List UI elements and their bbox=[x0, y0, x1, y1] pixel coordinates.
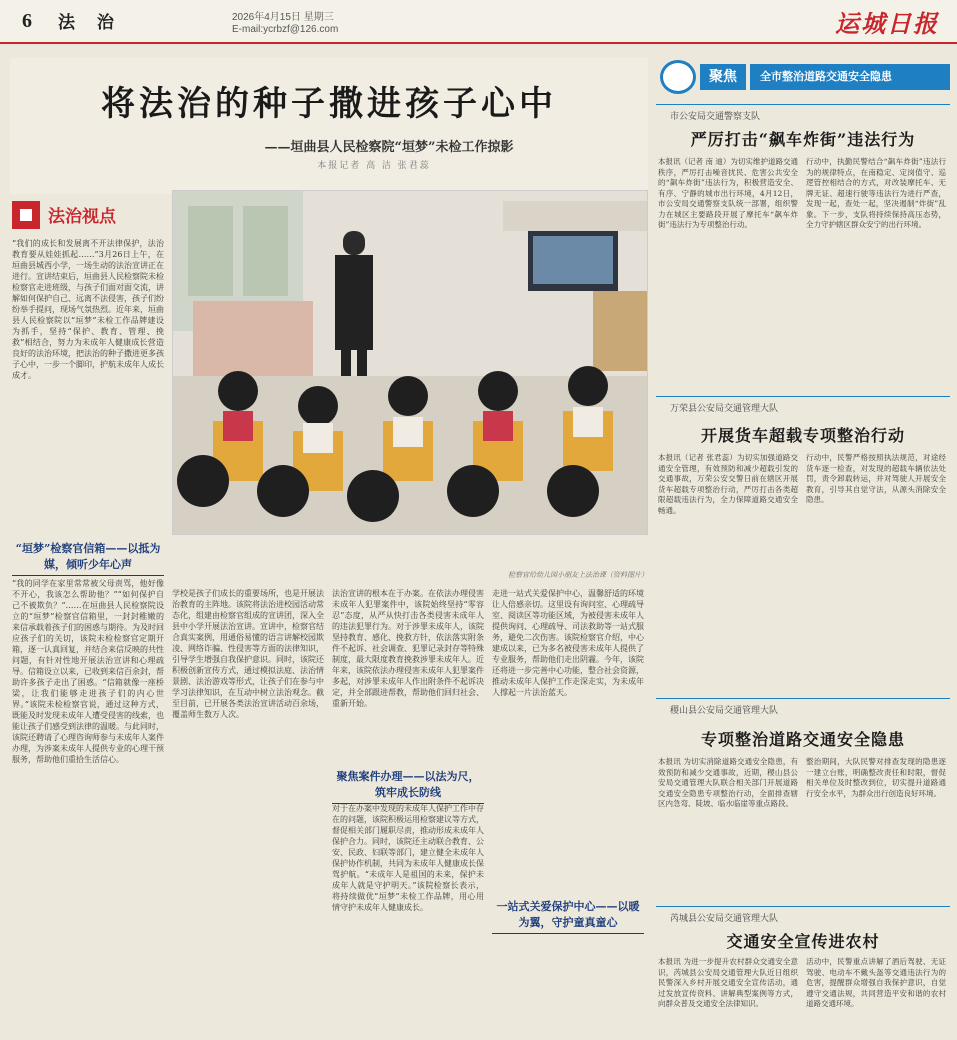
focus-label: 聚焦 bbox=[700, 64, 746, 90]
article-column: 本报讯 为切实消除道路交通安全隐患，有效预防和减少交通事故，近期，稷山县公安局交通管理大队联合相关部门开展道路交通安全隐患专项整治行动，全面排查辖区内急弯、陡坡、临水临崖等重点路段。 bbox=[658, 757, 798, 808]
page-header bbox=[0, 0, 957, 44]
page-number: 6 bbox=[22, 10, 32, 32]
subhead-rule bbox=[492, 933, 644, 934]
article-column: 本报讯（记者 南 迪）为切实维护道路交通秩序，严厉打击噪音扰民、危害公共安全的“飙车炸街”违法行为，积极营造安全、有序、宁静的城市出行环境，4月12日，市公安局交通警察支队统一部署，组织警力在城区主要路段开展了摩托车“飙车炸街”违法行为专项整治行动。 bbox=[658, 157, 798, 229]
article-column: 行动中，民警严格按照执法规范，对途经货车逐一检查，对发现的超载车辆依法处罚，责令卸载转运，并对驾驶人开展安全教育，引导其自觉守法，从源头消除安全隐患。 bbox=[806, 453, 946, 504]
column-badge-label: 法治视点 bbox=[48, 207, 116, 227]
article-org: 芮城县公安局交通管理大队 bbox=[670, 914, 779, 924]
article-title: 交通安全宣传进农村 bbox=[726, 932, 880, 951]
issue-date: 2026年4月15日 星期三 bbox=[232, 12, 334, 23]
feature-title: 将法治的种子撒进孩子心中 bbox=[101, 84, 557, 124]
focus-banner bbox=[656, 58, 950, 96]
section-name: 法 治 bbox=[58, 13, 122, 33]
article-org: 稷山县公安局交通管理大队 bbox=[670, 706, 779, 716]
focus-banner-text: 全市整治道路交通安全隐患 bbox=[750, 64, 950, 90]
feature-byline: 本报记者 高 洁 张君蕊 bbox=[317, 161, 431, 171]
column-badge bbox=[12, 198, 162, 232]
article-title: 专项整治道路交通安全隐患 bbox=[700, 730, 905, 749]
sidebar-article bbox=[656, 698, 950, 898]
subhead-care-center bbox=[492, 898, 644, 934]
body-column-4: 对于在办案中发现的未成年人保护工作中存在的问题，该院积极运用检察建议等方式，督促相关部门履职尽责，推动形成未成年人保护合力。同时，该院还主动联合教育、公安、民政、妇联等部门，建立健全未成年人保护协作机制，共同为未成年人健康成长保驾护航。“未成年人是祖国的未来，保护未成年人就是守护明天。”该院检察长表示，将持续做优“垣梦”未检工作品牌，用心用情守护未成年人健康成长。 bbox=[332, 804, 484, 912]
article-org: 万荣县公安局交通管理大队 bbox=[670, 404, 779, 414]
newspaper-logo: 运城日报 bbox=[835, 9, 939, 38]
column-badge-icon bbox=[12, 201, 40, 229]
feature-article bbox=[10, 58, 648, 1040]
article-column: 本报讯 为进一步提升农村群众交通安全意识，芮城县公安局交通管理大队近日组织民警深入乡村开展交通安全宣传活动，通过发放宣传资料、讲解典型案例等方式，向群众普及交通安全法律知识。 bbox=[658, 957, 798, 1008]
article-column: 行动中，执勤民警结合“飙车炸街”违法行为的规律特点，在南稳定、定岗值守、巡逻管控相结合的方式，对改装摩托车、无牌无证、超速行驶等违法行为进行严查，发现一起，查处一起，坚决遏制“炸街”乱象。下一步，支队将持续保持高压态势，全力守护辖区群众安宁的出行环境。 bbox=[806, 157, 946, 229]
subhead-mailbox bbox=[12, 540, 164, 576]
feature-subtitle: ——垣曲县人民检察院“垣梦”未检工作掠影 bbox=[264, 140, 514, 155]
article-column: 整治期间，大队民警对排查发现的隐患逐一建立台账，明确整改责任和时限，督促相关单位及时整改到位，切实提升道路通行安全水平，为群众出行创造良好环境。 bbox=[806, 757, 946, 798]
body-column-2: 学校是孩子们成长的重要场所，也是开展法治教育的主阵地。该院将法治进校园活动常态化，组建由检察官组成的宣讲团，深入全县中小学开展法治宣讲。宣讲中，检察官结合真实案例，用通俗易懂的语言讲解校园欺凌、网络诈骗、性侵害等方面的法律知识，引导学生增强自我保护意识。同时，该院还积极创新宣传方式，通过模拟法庭、法治情景剧、法治游戏等形式，让孩子们在参与中学习法律知识，在互动中树立法治观念。截至目前，已开展各类法治宣讲活动百余场，覆盖师生数万人次。 bbox=[172, 589, 324, 719]
subhead-mailbox-text: “垣梦”检察官信箱——以抵为媒，倾听少年心声 bbox=[15, 542, 161, 571]
article-title: 开展货车超载专项整治行动 bbox=[700, 426, 905, 445]
article-column: 本报讯（记者 张君蕊）为切实加强道路交通安全管理，有效预防和减少超载引发的交通事故，万荣公安交警日前在辖区开展货车超载专项整治行动，严厉打击各类超限超载违法行为，全力保障道路交通安全畅通。 bbox=[658, 453, 798, 515]
contact-email: E-mail:ycrbzf@126.com bbox=[232, 24, 339, 35]
article-org: 市公安局交通警察支队 bbox=[670, 112, 761, 122]
article-column: 活动中，民警重点讲解了酒后驾驶、无证驾驶、电动车不戴头盔等交通违法行为的危害，提醒群众增强自我保护意识，自觉遵守交通法规，共同营造平安和谐的农村道路交通环境。 bbox=[806, 957, 946, 1008]
body-column-1: “我的同学在家里常常被父母责骂，他好像不开心，我该怎么帮助他？”“如何保护自己不被欺负？”……在垣曲县人民检察院设立的“垣梦”检察官信箱里，一封封稚嫩的来信承载着孩子们的困惑与期待。为及时回应孩子们的关切，该院未检检察官定期开箱，逐一认真回复，并结合来信反映的共性问题，有针对性地开展法治宣讲和心理疏导。信箱设立以来，已收到来信百余封，帮助许多孩子走出了困惑。“信箱就像一座桥梁，让我们能够走进孩子们的内心世界。”该院未检检察官说，通过这种方式，既能及时发现未成年人遭受侵害的线索，也能让孩子们感受到法律的温暖。与此同时，该院还聘请了心理咨询师参与未成年人案件办理，为涉案未成年人提供专业的心理干预服务，帮助他们重拾生活信心。 bbox=[12, 579, 164, 764]
subhead-case-handling-text: 聚焦案件办理——以法为尺，筑牢成长防线 bbox=[336, 770, 480, 799]
focus-sidebar bbox=[656, 58, 950, 1040]
sidebar-article bbox=[656, 906, 950, 1040]
magnifier-icon bbox=[660, 60, 696, 94]
subhead-rule bbox=[12, 575, 164, 576]
subhead-case-handling bbox=[332, 768, 484, 804]
intro-paragraph: “我们的成长和发展离不开法律保护，法治教育要从娃娃抓起……”3月26日上午，在垣曲县城西小学，一场生动的法治宣讲正在进行。宣讲结束后，垣曲县人民检察院未检检察官走进班级，与孩子们面对面交流，讲解如何保护自己、远离不法侵害，孩子们纷纷举手提问，现场气氛热烈。近年来，垣曲县人民检察院以“垣梦”未检工作品牌建设为抓手，坚持“保护、教育、管理、挽救”相结合，努力为未成年人健康成长营造良好的法治环境，把法治的种子撒进更多孩子心中，一步一个脚印，护航未成年人成长成才。 bbox=[12, 239, 164, 380]
subhead-care-center-text: 一站式关爱保护中心——以暖为翼，守护童真童心 bbox=[496, 900, 640, 929]
body-column-3: 法治宣讲的根本在于办案。在依法办理侵害未成年人犯罪案件中，该院始终坚持“零容忍”态度，从严从快打击各类侵害未成年人的违法犯罪行为。对于涉罪未成年人，该院坚持教育、感化、挽救方针，依法落实附条件不起诉、社会调查、犯罪记录封存等特殊制度，最大限度教育挽救涉罪未成年人。近年来，该院依法办理侵害未成年人犯罪案件多起，对涉罪未成年人作出附条件不起诉决定，并全部跟进帮教，帮助他们回归社会、重新开始。 bbox=[332, 589, 484, 708]
body-column-5: 走进一站式关爱保护中心，温馨舒适的环境让人倍感亲切。这里设有询问室、心理疏导室、阅读区等功能区域，为被侵害未成年人提供询问、心理疏导、司法救助等一站式服务，避免二次伤害。该院检察官介绍，中心建成以来，已为多名被侵害未成年人提供了专业服务，帮助他们走出阴霾。今年，该院还将进一步完善中心功能，整合社会资源，推动未成年人保护工作走深走实，为未成年人撑起一片法治蓝天。 bbox=[492, 589, 644, 697]
classroom-photo bbox=[172, 190, 648, 535]
title-band bbox=[10, 58, 648, 194]
article-title: 严厉打击“飙车炸街”违法行为 bbox=[690, 130, 916, 149]
photo-caption: 检察官给幼儿园小朋友上法治课（资料图片） bbox=[508, 571, 648, 579]
sidebar-article bbox=[656, 104, 950, 392]
sidebar-article bbox=[656, 396, 950, 628]
